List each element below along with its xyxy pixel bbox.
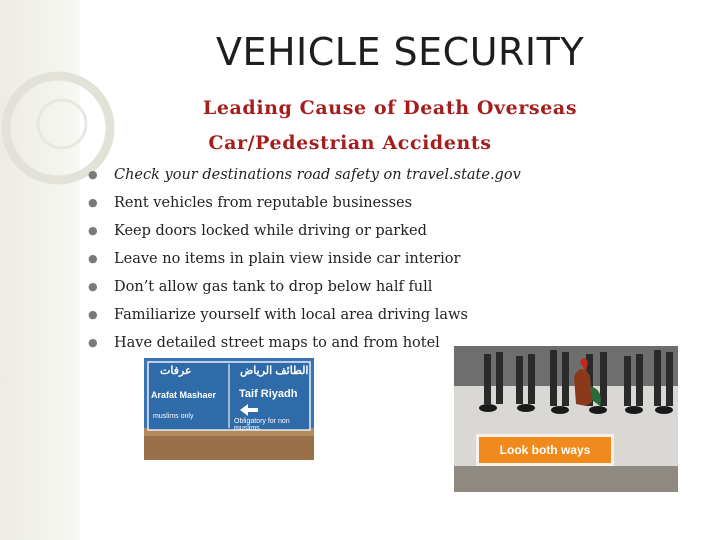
bullet-text: Keep doors locked while driving or parked <box>114 223 427 239</box>
road-sign-note-right: Obligatory for non muslims <box>234 418 290 432</box>
road-sign-label-left: Arafat Mashaer <box>151 390 217 400</box>
bullet-text: Rent vehicles from reputable businesses <box>114 195 413 211</box>
bullet-icon: ● <box>88 280 98 293</box>
look-both-ways-sign: Look both ways <box>476 434 614 466</box>
crosswalk-graphic <box>454 346 678 492</box>
bullet-text: Leave no items in plain view inside car interior <box>114 251 461 267</box>
road-sign-note-left: muslims only <box>153 413 194 420</box>
bullet-item <box>88 220 521 248</box>
bullet-text: Don’t allow gas tank to drop below half full <box>114 279 433 295</box>
road-sign-arabic-left: عرفات <box>160 365 192 377</box>
bullet-icon: ● <box>88 252 98 265</box>
bullet-item <box>88 276 521 304</box>
bullet-icon: ● <box>88 168 98 181</box>
slide-title: VEHICLE SECURITY <box>215 30 585 74</box>
bullet-icon: ● <box>88 224 98 237</box>
bullet-text: Have detailed street maps to and from hotel <box>114 335 440 351</box>
bullet-icon: ● <box>88 308 98 321</box>
bullet-list <box>88 164 521 360</box>
bullet-item <box>88 164 521 192</box>
bullet-icon: ● <box>88 336 98 349</box>
bullet-text: Familiarize yourself with local area driving laws <box>114 307 468 323</box>
slide-subtitle-line1: Leading Cause of Death Overseas <box>202 97 578 119</box>
road-sign-arabic-right: الطائف الرياض <box>240 365 309 377</box>
slide-subtitle-line2: Car/Pedestrian Accidents <box>208 132 492 154</box>
bullet-item <box>88 192 521 220</box>
deco-circle-core <box>38 100 86 148</box>
bullet-icon: ● <box>88 196 98 209</box>
bullet-item <box>88 248 521 276</box>
bullet-item <box>88 304 521 332</box>
bullet-text: Check your destinations road safety on travel.state.gov <box>114 167 521 183</box>
road-sign-photo <box>144 358 314 460</box>
road-sign-label-right: Taif Riyadh <box>239 388 298 400</box>
crosswalk-photo <box>454 346 678 492</box>
